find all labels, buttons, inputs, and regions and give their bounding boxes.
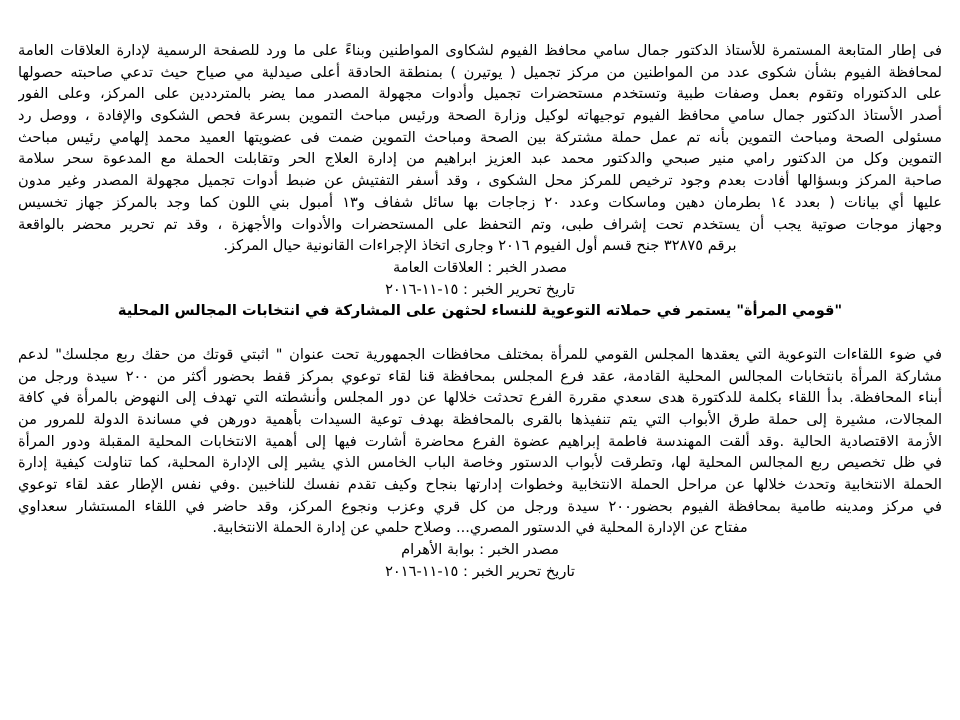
article1-line-9: وجهاز موجات صوتية يجب أن يستخدم تحت إشراف طبى، وتم التحفظ على المستحضرات والأدوات والأجهزة ، وقد تم تحرير محضر بالواقعة bbox=[18, 215, 942, 233]
article1-line-2: لمحافظة الفيوم بشأن شكوى عدد من المواطنين من مركز تجميل ( يوتيرن ) بمنطقة الحادقة أعلى صيدلية مي صياح حيث تدعي صاحبته حصولها bbox=[18, 63, 942, 81]
paragraph-gap bbox=[18, 322, 942, 344]
article1-line-7: صاحبة المركز وبسؤالها أفادت بعدم وجود ترخيص للمركز محل الشكوى ، وقد أسفر التفتيش عن ضبط أدوات تجميل مجهولة المصدر وغير مدون bbox=[18, 172, 942, 190]
article-women-council bbox=[18, 300, 942, 582]
article2-date: تاريخ تحرير الخبر : ١٥-١١-٢٠١٦ bbox=[385, 562, 575, 580]
article1-line-3: على الدكتوراه وتقوم بعمل وصفات طبية وتستخدم مستحضرات تجميل وأدوات مجهولة المصدر مما يضر بالمترددين على المركز، وعلى الفور bbox=[18, 85, 942, 103]
article1-source: مصدر الخبر : العلاقات العامة bbox=[392, 258, 568, 276]
article2-line-7: الحملة الانتخابية وتحدث خلالها عن مراحل الحملة الانتخابية وخطوات إدارتها بنجاح وكيف تقدم نفسك للناخبين .وفي نفس الإطار عقد لقاء توعوي bbox=[18, 476, 942, 494]
article1-date: تاريخ تحرير الخبر : ١٥-١١-٢٠١٦ bbox=[385, 280, 575, 298]
article2-line-3: أبناء المحافظة. بدأ اللقاء بكلمة للدكتورة هدى سعدي مقررة الفرع تحدثت خلالها عن دور المجلس وأنشطته التي تهدف إلى النهوض بالمرأة في كافة bbox=[18, 389, 942, 407]
article1-line-5: مسئولى الصحة ومباحث التموين بأنه تم عمل حملة مشتركة بين الصحة ومباحث التموين ضمت فى عضويتها العميد محمد إلهامي رئيس مباحث bbox=[18, 128, 942, 146]
article2-line-5: الأزمة الاقتصادية الحالية .وقد ألقت المهندسة فاطمة إبراهيم عضوة الفرع محاضرة أشارت فيها إلى أهمية الانتخابات المحلية المقبلة ودور المرأة bbox=[18, 432, 942, 450]
article1-line-6: التموين وكل من الدكتور رامي منير صبحي والدكتور محمد عبد العزيز ابراهيم من إدارة العلاج الحر وتقابلت الحملة مع المدعوة سحر سلامة bbox=[18, 150, 942, 168]
article2-line-1: في ضوء اللقاءات التوعوية التي يعقدها المجلس القومي للمرأة بمختلف محافظات الجمهورية تحت عنوان " اثبتي قوتك من حقك ربع مجلسك" لدعم bbox=[18, 345, 942, 363]
article2-line-4: المجالات، مشيرة إلى حملة طرق الأبواب التي يتم تنفيذها بالقرى بالمحافظة بهدف توعية السيدات بأهمية دورهن في مساندة الدولة للمرور من bbox=[18, 411, 942, 428]
article2-source: مصدر الخبر : بوابة الأهرام bbox=[401, 541, 559, 559]
article2-line-9: مفتاح عن الإدارة المحلية في الدستور المصري... وصلاح حلمي عن إدارة الحملة الانتخابية. bbox=[212, 519, 748, 537]
article2-line-8: في مركز ومدينه طامية بمحافظة الفيوم بحضور٢٠٠ سيدة ورجل من كل قري وعزب ونجوع المركز، وقد حاضر في اللقاء المستشار سعداوي bbox=[18, 497, 942, 515]
article1-line-1: فى إطار المتابعة المستمرة للأستاذ الدكتور جمال سامي محافظ الفيوم لشكاوى المواطنين وبناءً على ما ورد للصفحة الرسمية لإدارة العلاقات العامة bbox=[18, 42, 942, 59]
article1-line-10: برقم ٣٢٨٧٥ جنح قسم أول الفيوم ٢٠١٦ وجارى اتخاذ الإجراءات القانونية حيال المركز. bbox=[223, 237, 737, 255]
article2-line-6: في ظل تخصيص ربع المجالس المحلية لها، وتطرقت لأبواب الدستور وخاصة الباب الخامس الذي يشير إلى الإدارة المحلية، كما تناولت كيفية إدارة bbox=[18, 454, 942, 472]
article-fayoum-beauty-center bbox=[18, 40, 942, 300]
article1-line-4: أصدر الأستاذ الدكتور جمال سامي محافظ الفيوم توجيهاته لوكيل وزارة الصحة ورئيس مباحث التموين بسرعة فحص الشكوى والإفادة ، ووصل رد bbox=[18, 107, 942, 125]
article1-line-8: عليها أي بيانات ( بعدد ١٤ بطرمان دهين وماسكات وعدد ٢٠ زجاجات بها سائل شفاف و١٣ أمبول بني اللون كما وجد بالمركز جهاز تخسيس bbox=[18, 193, 942, 211]
article2-headline: "قومي المرأة" يستمر في حملاته التوعوية للنساء لحثهن على المشاركة في انتخابات المجالس المحلية bbox=[117, 302, 843, 320]
article2-line-2: مشاركة المرأة بانتخابات المجالس المحلية القادمة، عقد فرع المجلس بمحافظة قنا لقاء توعوي بمركز قفط بحضور أكثر من ٢٠٠ سيدة ورجل من bbox=[18, 367, 942, 385]
